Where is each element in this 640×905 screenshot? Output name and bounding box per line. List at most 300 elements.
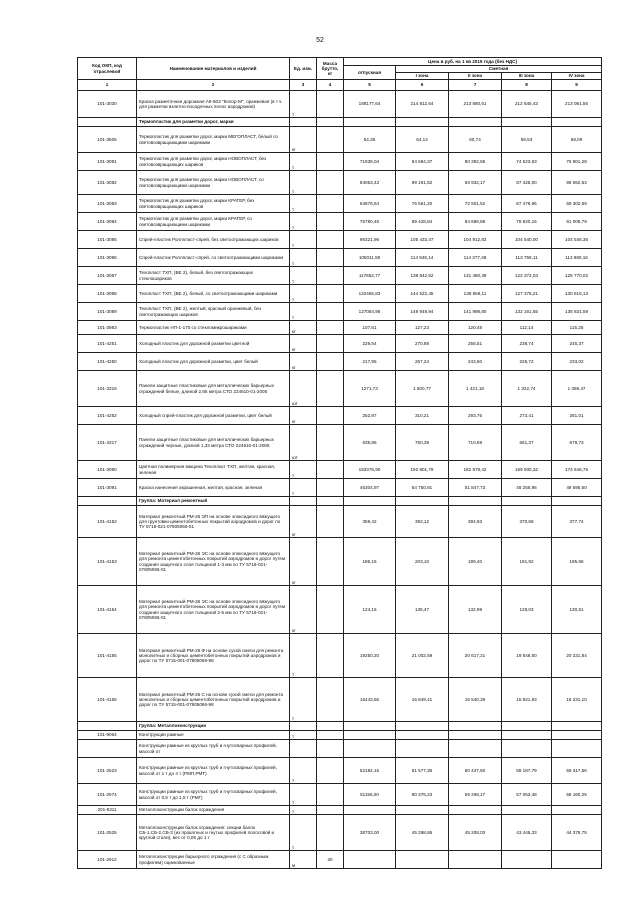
row-name: Конструкции рамные из круглых труб и гнутосварных профилей, массой от — [137, 740, 290, 758]
row-zone-4-price: 115,25 — [552, 321, 602, 335]
row-zone-4-price: 113 980,16 — [552, 249, 602, 267]
table-row — [78, 815, 602, 851]
row-zone-3-price: 112,14 — [502, 321, 552, 335]
row-zone-4-price: 377,74 — [552, 506, 602, 538]
row-name: Холодный пластик для дорожной разметки цветной — [137, 335, 290, 353]
table-header — [78, 58, 602, 91]
row-zone-3-price: 74 623,63 — [502, 153, 552, 171]
row-release-price — [344, 740, 396, 758]
row-release-price: 75780,45 — [344, 213, 396, 231]
row-mass — [317, 731, 344, 740]
row-zone-4-price: 81 008,79 — [552, 213, 602, 231]
row-mass — [317, 815, 344, 851]
row-code: 101-3084 — [78, 213, 137, 231]
row-code — [78, 497, 137, 506]
row-code: 101-3317 — [78, 425, 137, 461]
row-unit: т — [290, 678, 317, 722]
row-name: Спрей-пластик Роллпласт-спрей, без светоотражающих шариков — [137, 231, 290, 249]
row-code: 101-4155 — [78, 634, 137, 678]
row-mass: 30 — [317, 851, 344, 869]
header-zone-1: I зона — [396, 73, 449, 80]
row-zone-3-price: 1 322,74 — [502, 371, 552, 407]
row-zone-3-price: 78 820,16 — [502, 213, 552, 231]
row-code — [78, 722, 137, 731]
row-zone-2-price: 60 447,50 — [449, 758, 502, 784]
row-zone-4-price: 195,66 — [552, 538, 602, 586]
row-code: 101-9064 — [78, 731, 137, 740]
row-zone-2-price: 213 680,61 — [449, 91, 502, 118]
row-mass — [317, 497, 344, 506]
row-mass — [317, 127, 344, 153]
row-zone-1-price: 45 298,86 — [396, 815, 449, 851]
header-zone-3: III зона — [502, 73, 552, 80]
row-zone-3-price: 169 930,32 — [502, 461, 552, 479]
column-number: 5 — [344, 80, 396, 91]
table-row — [78, 806, 602, 815]
row-zone-1-price: 214 812,64 — [396, 91, 449, 118]
row-zone-3-price: 191,92 — [502, 538, 552, 586]
row-name: Термопластик для разметки дорог, марки — [137, 118, 290, 127]
row-mass — [317, 806, 344, 815]
row-name: Конструкции рамные — [137, 731, 290, 740]
row-zone-4-price: 174 646,76 — [552, 461, 602, 479]
table-row — [78, 740, 602, 758]
row-mass — [317, 634, 344, 678]
row-zone-3-price: 226,72 — [502, 353, 552, 371]
row-zone-3-price: 128,03 — [502, 586, 552, 634]
row-zone-4-price: 281,01 — [552, 407, 602, 425]
row-zone-4-price: 76 901,28 — [552, 153, 602, 171]
table-row — [78, 479, 602, 497]
row-unit: м — [290, 851, 317, 869]
row-mass — [317, 758, 344, 784]
column-number: 3 — [290, 80, 317, 91]
row-code: 101-4153 — [78, 538, 137, 586]
row-release-price — [344, 806, 396, 815]
row-mass — [317, 335, 344, 353]
table-row — [78, 371, 602, 407]
row-name: Цветная полимерная вакцина Техопласт ТХП, желтая, красная, зеленая — [137, 461, 290, 479]
table-row — [78, 91, 602, 118]
row-unit: т — [290, 91, 317, 118]
table-row — [78, 784, 602, 806]
row-zone-1-price: 99 191,82 — [396, 171, 449, 195]
row-unit: кг — [290, 506, 317, 538]
row-code: 101-3091 — [78, 479, 137, 497]
row-zone-1-price — [396, 722, 449, 731]
table-row — [78, 758, 602, 784]
row-zone-1-price: 144 522,45 — [396, 285, 449, 303]
row-zone-1-price: 16 849,41 — [396, 678, 449, 722]
row-unit: т — [290, 461, 317, 479]
row-code: 101-3083 — [78, 195, 137, 213]
row-unit: т — [290, 479, 317, 497]
row-zone-4-price: 58,09 — [552, 127, 602, 153]
table-body — [78, 91, 602, 869]
row-zone-2-price: 293,76 — [449, 407, 502, 425]
header-unit: Ед. изм. — [290, 58, 317, 80]
table-row — [78, 285, 602, 303]
row-unit: т — [290, 231, 317, 249]
row-code: 101-3030 — [78, 91, 137, 118]
row-mass — [317, 740, 344, 758]
row-zone-1-price: 21 002,59 — [396, 634, 449, 678]
row-mass — [317, 153, 344, 171]
row-zone-2-price: 141 998,80 — [449, 303, 502, 321]
row-unit: т — [290, 213, 317, 231]
row-zone-3-price: 58,53 — [502, 127, 552, 153]
row-name: Техопласт ТХП, (ВЕ 2), желтый, красный оранжевый, без светоотражающих шариков — [137, 303, 290, 321]
row-release-price — [344, 497, 396, 506]
row-zone-4-price: 233,02 — [552, 353, 602, 371]
row-code: 101-4252 — [78, 407, 137, 425]
row-code: 101-2574 — [78, 784, 137, 806]
row-zone-3-price: 48 255,96 — [502, 479, 552, 497]
row-mass — [317, 91, 344, 118]
group-row — [78, 722, 602, 731]
row-unit — [290, 722, 317, 731]
table-row — [78, 353, 602, 371]
row-zone-2-price — [449, 731, 502, 740]
row-release-price: 107,61 — [344, 321, 396, 335]
row-mass — [317, 479, 344, 497]
row-zone-3-price: 67 478,96 — [502, 195, 552, 213]
row-name: Термопластик для разметки дорог, марки КРАТЕР, без световозвращающих шариков — [137, 195, 290, 213]
table-row — [78, 127, 602, 153]
row-zone-1-price: 310,21 — [396, 407, 449, 425]
row-release-price: 163376,90 — [344, 461, 396, 479]
row-code: 101-3089 — [78, 303, 137, 321]
row-unit — [290, 497, 317, 506]
row-zone-3-price — [502, 722, 552, 731]
row-unit: т — [290, 758, 317, 784]
row-zone-4-price — [552, 740, 602, 758]
row-unit: шт — [290, 371, 317, 407]
row-zone-1-price: 127,23 — [396, 321, 449, 335]
header-code: Код ОКП, код отраслевой — [78, 58, 137, 80]
table-row — [78, 851, 602, 869]
row-zone-2-price: 199,40 — [449, 538, 502, 586]
row-zone-1-price — [396, 740, 449, 758]
row-code: 101-3085 — [78, 231, 137, 249]
row-code: 101-2523 — [78, 758, 137, 784]
row-zone-2-price — [449, 806, 502, 815]
row-name: Термопластик для разметки дорог, марки МЕГОПЛАСТ, белый со световозвращающими шариками — [137, 127, 290, 153]
row-zone-2-price: 72 501,52 — [449, 195, 502, 213]
row-code: 101-4250 — [78, 353, 137, 371]
row-release-price: 105011,59 — [344, 249, 396, 267]
row-zone-1-price: 270,88 — [396, 335, 449, 353]
row-release-price: 217,95 — [344, 353, 396, 371]
row-mass — [317, 678, 344, 722]
price-table — [77, 57, 602, 869]
row-name: Панели защитные пластиковые для металлических барьерных ограждений белые, длиной 2,66 метра СТО 224610-01-2005 — [137, 371, 290, 407]
row-name: Техопласт ТХП, (ВЕ 2), белый, без светоотражающих стеклошариков — [137, 267, 290, 285]
row-release-price: 188177,64 — [344, 91, 396, 118]
row-zone-2-price: 104 912,82 — [449, 231, 502, 249]
row-unit: т — [290, 249, 317, 267]
table-row — [78, 303, 602, 321]
row-release-price: 359,42 — [344, 506, 396, 538]
row-zone-4-price: 89 652,53 — [552, 171, 602, 195]
column-number: 4 — [317, 80, 344, 91]
row-name: Краска разметочная дорожная АК-503 "Колор-М", оранжевая (в т.ч. для разметки взлетно-посадочных полос аэродромов) — [137, 91, 290, 118]
row-mass — [317, 285, 344, 303]
table-row — [78, 731, 602, 740]
row-release-price: 38703,00 — [344, 815, 396, 851]
row-zone-2-price — [449, 497, 502, 506]
row-name: Холодный пластик для дорожной разметки, цвет белый — [137, 353, 290, 371]
table-row — [78, 153, 602, 171]
row-release-price: 252,87 — [344, 407, 396, 425]
table-row — [78, 461, 602, 479]
row-zone-4-price: 679,73 — [552, 425, 602, 461]
row-mass — [317, 213, 344, 231]
table-row — [78, 407, 602, 425]
row-zone-2-price — [449, 740, 502, 758]
row-release-price — [344, 118, 396, 127]
row-zone-2-price: 120,48 — [449, 321, 502, 335]
row-zone-4-price: 135 831,59 — [552, 303, 602, 321]
table-row — [78, 321, 602, 335]
row-zone-2-price: 256,51 — [449, 335, 502, 353]
row-name: Термопластик НП-1-170 со стекломикрошариками — [137, 321, 290, 335]
row-zone-2-price: 59 268,17 — [449, 784, 502, 806]
row-zone-3-price: 127 378,21 — [502, 285, 552, 303]
row-code: 101-2912 — [78, 851, 137, 869]
row-zone-1-price: 192 801,79 — [396, 461, 449, 479]
row-zone-4-price: 59 317,56 — [552, 758, 602, 784]
group-row — [78, 497, 602, 506]
row-code: 101-2525 — [78, 815, 137, 851]
row-release-price: 1271,73 — [344, 371, 396, 407]
row-zone-2-price: 60,74 — [449, 127, 502, 153]
row-code: 101-3983 — [78, 321, 137, 335]
row-zone-3-price — [502, 731, 552, 740]
row-unit — [290, 740, 317, 758]
row-zone-3-price: 370,68 — [502, 506, 552, 538]
row-zone-3-price: 113 759,11 — [502, 249, 552, 267]
row-mass — [317, 195, 344, 213]
row-release-price: 15443,56 — [344, 678, 396, 722]
row-code: 101-4152 — [78, 506, 137, 538]
row-release-price: 51156,00 — [344, 784, 396, 806]
row-zone-1-price: 750,38 — [396, 425, 449, 461]
row-zone-2-price: 20 617,21 — [449, 634, 502, 678]
row-unit: кг — [290, 335, 317, 353]
row-zone-3-price: 122 372,03 — [502, 267, 552, 285]
row-zone-1-price: 61 577,36 — [396, 758, 449, 784]
row-zone-1-price: 54 750,91 — [396, 479, 449, 497]
row-zone-2-price: 243,60 — [449, 353, 502, 371]
header-zone-4: IV зона — [552, 73, 602, 80]
row-release-price: 54,35 — [344, 127, 396, 153]
row-zone-2-price: 182 578,42 — [449, 461, 502, 479]
row-zone-1-price: 114 945,14 — [396, 249, 449, 267]
row-release-price: 19250,20 — [344, 634, 396, 678]
row-zone-1-price: 60 376,23 — [396, 784, 449, 806]
row-zone-4-price: 20 231,84 — [552, 634, 602, 678]
row-zone-2-price: 384,93 — [449, 506, 502, 538]
row-code: 101-4154 — [78, 586, 137, 634]
row-zone-4-price: 44 378,75 — [552, 815, 602, 851]
table-row — [78, 267, 602, 285]
row-name: Спрей-пластик Роллпласт-спрей, со светоотражающими шариками — [137, 249, 290, 267]
row-name: Панели защитные пластиковые для металлических барьерных ограждений черные, длиной 1,33 метра СТО 224610-01-2005 — [137, 425, 290, 461]
row-zone-3-price: 87 425,00 — [502, 171, 552, 195]
row-zone-4-price — [552, 497, 602, 506]
header-price-group: Цена в руб. на 1 кв 2015 года (без НДС) — [344, 58, 602, 66]
row-unit: т — [290, 195, 317, 213]
row-release-price: 117652,77 — [344, 267, 396, 285]
row-mass — [317, 353, 344, 371]
row-zone-1-price: 392,12 — [396, 506, 449, 538]
row-unit: кг — [290, 586, 317, 634]
row-zone-4-price — [552, 806, 602, 815]
row-name: Группа: Материал ремонтный — [137, 497, 290, 506]
row-release-price: 229,54 — [344, 335, 396, 353]
row-mass — [317, 586, 344, 634]
row-name: Материал ремонтный РМ-26 С на основе сухой смеси для ремонта монолитных и сборных цементобетонных покрытий аэродромов и дорог по ТУ 5715-001-07805066-98 — [137, 678, 290, 722]
row-code: 101-3088 — [78, 285, 137, 303]
group-row — [78, 118, 602, 127]
row-zone-2-price — [449, 118, 502, 127]
row-unit: т — [290, 815, 317, 851]
column-number: 2 — [137, 80, 290, 91]
row-release-price: 122465,83 — [344, 285, 396, 303]
row-zone-4-price: 245,37 — [552, 335, 602, 353]
row-code: 101-3506 — [78, 127, 137, 153]
row-zone-1-price: 89 428,84 — [396, 213, 449, 231]
row-zone-2-price: 16 540,28 — [449, 678, 502, 722]
table-row — [78, 231, 602, 249]
row-code: 101-4251 — [78, 335, 137, 353]
row-release-price: 71938,04 — [344, 153, 396, 171]
row-zone-2-price — [449, 722, 502, 731]
row-mass — [317, 722, 344, 731]
table-row — [78, 634, 602, 678]
row-mass — [317, 118, 344, 127]
row-name: Холодный спрей-пластик для дорожной разметки, цвет белый — [137, 407, 290, 425]
row-zone-4-price: 49 595,60 — [552, 479, 602, 497]
row-unit: т — [290, 153, 317, 171]
row-release-price: 84053,43 — [344, 171, 396, 195]
row-zone-3-price: 19 846,50 — [502, 634, 552, 678]
row-code: 101-3316 — [78, 371, 137, 407]
row-unit: т — [290, 171, 317, 195]
row-zone-1-price: 149 949,94 — [396, 303, 449, 321]
row-zone-1-price: 138 842,52 — [396, 267, 449, 285]
row-zone-4-price: 130,51 — [552, 586, 602, 634]
row-release-price: 46304,97 — [344, 479, 396, 497]
row-code: 101-3081 — [78, 153, 137, 171]
table-row — [78, 195, 602, 213]
row-name: Металлоконструкции балок ограждения: секции балок СБ-1,СБ-2,СБ-3 (из прокатных и гнутых профилей полосовой и круглой стали), вес от 0,05 до 1 т — [137, 815, 290, 851]
row-code: 101-3086 — [78, 249, 137, 267]
header-estimate: Сметная — [396, 66, 602, 73]
row-code: 101-3090 — [78, 461, 137, 479]
row-unit: т — [290, 285, 317, 303]
row-zone-1-price: 203,10 — [396, 538, 449, 586]
row-zone-3-price — [502, 806, 552, 815]
row-zone-2-price: 1 421,18 — [449, 371, 502, 407]
row-name: Материал ремонтный РМ-26 Ф на основе сухой смеси для ремонта монолитных и сборных цементобетонных покрытий аэродромов и дорог по ТУ 5715-001-07805066-98 — [137, 634, 290, 678]
table-row — [78, 249, 602, 267]
table-row — [78, 586, 602, 634]
row-zone-4-price: 1 359,47 — [552, 371, 602, 407]
row-release-price: 127084,96 — [344, 303, 396, 321]
row-zone-3-price — [502, 851, 552, 869]
row-zone-4-price: 104 548,36 — [552, 231, 602, 249]
row-mass — [317, 171, 344, 195]
row-code: 101-3082 — [78, 171, 137, 195]
row-unit: кг — [290, 538, 317, 586]
row-mass — [317, 461, 344, 479]
row-name: Краска нанесения окрашенная, желтая, красная, зеленая — [137, 479, 290, 497]
row-zone-3-price: 273,41 — [502, 407, 552, 425]
table-row — [78, 538, 602, 586]
row-release-price: 124,16 — [344, 586, 396, 634]
row-zone-1-price — [396, 851, 449, 869]
row-name: Металлоконструкции балок ограждения — [137, 806, 290, 815]
row-name: Материал ремонтный РМ-26 ЭС на основе эпоксидного вяжущего для ремонта цементобетонных покрытий аэродромов и дорог путем создания защитного слоя толщиной 2-5 мм по ТУ 5718-021-07805066-01 — [137, 586, 290, 634]
row-zone-4-price — [552, 851, 602, 869]
row-unit: кг — [290, 127, 317, 153]
row-zone-1-price — [396, 731, 449, 740]
row-mass — [317, 303, 344, 321]
row-zone-2-price: 93 932,17 — [449, 171, 502, 195]
row-zone-1-price — [396, 806, 449, 815]
row-zone-3-price — [502, 497, 552, 506]
page-number: 52 — [316, 37, 324, 44]
row-zone-4-price — [552, 722, 602, 731]
row-zone-3-price — [502, 118, 552, 127]
row-zone-3-price — [502, 740, 552, 758]
row-zone-2-price: 114 377,49 — [449, 249, 502, 267]
row-mass — [317, 321, 344, 335]
row-unit: т — [290, 303, 317, 321]
row-name: Материал ремонтный РМ-26 ЭС на основе эпоксидного вяжущего для ремонта цементобетонных покрытий аэродромов и дорог путем создания защитного слоя толщиной 1-3 мм по ТУ 5718-021-07805066-01 — [137, 538, 290, 586]
row-mass — [317, 538, 344, 586]
row-zone-4-price: 58 160,25 — [552, 784, 602, 806]
row-name: Группа: Металлоконструкции — [137, 722, 290, 731]
row-release-price: 64876,64 — [344, 195, 396, 213]
row-zone-4-price: 130 915,13 — [552, 285, 602, 303]
table-row — [78, 171, 602, 195]
row-mass — [317, 267, 344, 285]
row-name: Термопластик для разметки дорог, марки НОВОПЛАСТ, без световозвращающих шариков — [137, 153, 290, 171]
row-zone-1-price: 257,24 — [396, 353, 449, 371]
row-zone-3-price: 238,74 — [502, 335, 552, 353]
row-release-price: 96321,96 — [344, 231, 396, 249]
table-row — [78, 335, 602, 353]
row-zone-3-price: 57 053,48 — [502, 784, 552, 806]
row-zone-1-price: 105 433,47 — [396, 231, 449, 249]
row-zone-2-price: 51 847,73 — [449, 479, 502, 497]
row-release-price — [344, 851, 396, 869]
row-unit: т — [290, 731, 317, 740]
row-unit: т — [290, 267, 317, 285]
row-zone-2-price: 136 858,11 — [449, 285, 502, 303]
row-zone-2-price: 84 686,86 — [449, 213, 502, 231]
header-mass: Масса брутто, кг — [317, 58, 344, 80]
row-unit: т — [290, 806, 317, 815]
row-unit: шт — [290, 425, 317, 461]
header-release: отпускная — [344, 66, 396, 80]
row-name: Металлоконструкции барьерного ограждения (с С образным профилем) оцинкованные — [137, 851, 290, 869]
row-zone-4-price: 16 231,10 — [552, 678, 602, 722]
row-zone-2-price: 131 480,38 — [449, 267, 502, 285]
